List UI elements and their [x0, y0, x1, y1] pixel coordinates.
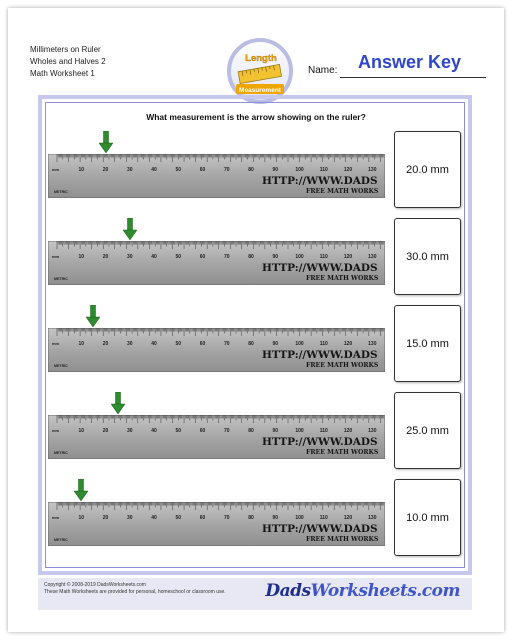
ruler-tick-label: 90	[272, 254, 279, 260]
problem-row	[48, 392, 464, 472]
answer-value: 20.0 mm	[406, 164, 449, 176]
ruler-tick-label: 80	[248, 428, 254, 434]
name-label: Name:	[308, 65, 338, 76]
answer-box	[394, 392, 461, 469]
down-arrow-icon	[74, 479, 88, 501]
ruler-tick-label: 20	[102, 341, 109, 347]
ruler-tick-label: 80	[248, 341, 254, 347]
ruler-tagline: FREE MATH WORKS	[306, 188, 379, 195]
ruler-tick-label: 100	[295, 515, 304, 521]
ruler-tick-label: 80	[248, 167, 254, 173]
answer-box	[394, 131, 461, 208]
ruler-tick-label: 130	[368, 167, 377, 173]
ruler-url-text: HTTP://WWW.DADS	[262, 349, 378, 361]
metric-ruler	[48, 502, 385, 546]
metric-ruler	[48, 241, 385, 285]
ruler-tick-label: 90	[272, 428, 279, 434]
ruler-tick-label: 30	[126, 428, 133, 434]
answer-box	[394, 218, 461, 295]
ruler-tick-label: 130	[368, 515, 377, 521]
ruler-tick-label: 60	[199, 341, 206, 347]
answer-box	[394, 305, 461, 382]
ruler-scale-label: METRIC	[54, 451, 68, 455]
ruler-tick-label: 120	[343, 341, 353, 347]
problem-row	[48, 479, 464, 559]
ruler-unit-label: mm	[52, 167, 60, 172]
ruler-tick-label: 30	[126, 341, 133, 347]
ruler-tick-label: 50	[175, 167, 182, 173]
ruler-tick-label: 90	[272, 515, 279, 521]
ruler-tick-label: 120	[343, 167, 353, 173]
ruler-tick-label: 10	[78, 341, 85, 347]
ruler-tick-label: 60	[199, 428, 206, 434]
ruler-tick-label: 120	[343, 515, 353, 521]
ruler-tick-label: 120	[343, 254, 353, 260]
ruler-tick-label: 80	[248, 515, 254, 521]
ruler-scale-label: METRIC	[54, 277, 68, 281]
ruler-tick-label: 100	[295, 254, 304, 260]
answer-key-label: Answer Key	[358, 52, 462, 72]
ruler-scale-label: METRIC	[54, 538, 68, 542]
ruler-tick-label: 90	[272, 341, 279, 347]
question-text: What measurement is the arrow showing on the ruler?	[146, 112, 366, 122]
ruler-tick-label: 40	[151, 167, 157, 173]
ruler-tagline: FREE MATH WORKS	[306, 449, 379, 456]
ruler-tagline: FREE MATH WORKS	[306, 362, 379, 369]
ruler-unit-label: mm	[52, 428, 60, 433]
ruler-tick-label: 70	[224, 428, 230, 434]
ruler-tick-label: 10	[78, 254, 85, 260]
ruler-url-text: HTTP://WWW.DADS	[262, 436, 378, 448]
ruler-tick-label: 30	[126, 515, 133, 521]
ruler-tick-label: 20	[102, 254, 109, 260]
ruler-tick-label: 10	[78, 167, 85, 173]
ruler-tick-label: 20	[102, 428, 109, 434]
answer-value: 10.0 mm	[406, 512, 449, 524]
name-line	[340, 77, 486, 78]
ruler-tick-label: 70	[224, 515, 230, 521]
footer	[38, 578, 472, 610]
ruler-tick-label: 40	[151, 341, 157, 347]
brand-part-1: Dads	[265, 581, 311, 601]
ruler-tick-label: 20	[102, 167, 109, 173]
ruler-tick-label: 50	[175, 341, 182, 347]
ruler-tick-label: 10	[78, 515, 85, 521]
ruler-tagline: FREE MATH WORKS	[306, 536, 379, 543]
metric-ruler	[48, 154, 385, 198]
ruler-tick-label: 110	[319, 428, 328, 434]
ruler-tick-label: 10	[78, 428, 85, 434]
ruler-tick-label: 50	[175, 254, 182, 260]
ruler-tick-label: 130	[368, 341, 377, 347]
down-arrow-icon	[99, 131, 113, 153]
metric-ruler	[48, 328, 385, 372]
ruler-tick-label: 30	[126, 254, 133, 260]
ruler-tick-label: 90	[272, 167, 279, 173]
ruler-tick-label: 40	[151, 515, 157, 521]
ruler-tick-label: 70	[224, 254, 230, 260]
ruler-scale-label: METRIC	[54, 190, 68, 194]
footer-copyright-block	[44, 582, 226, 596]
answer-value: 25.0 mm	[406, 425, 449, 437]
down-arrow-icon	[111, 392, 125, 414]
ruler-tick-label: 100	[295, 167, 304, 173]
name-field	[308, 52, 486, 79]
ruler-tick-label: 50	[175, 515, 182, 521]
ruler-tick-label: 60	[199, 515, 206, 521]
ruler-unit-label: mm	[52, 341, 60, 346]
ruler-unit-label: mm	[52, 515, 60, 520]
ruler-tick-label: 110	[319, 341, 328, 347]
usage-notice: These Math Worksheets are provided for personal, homeschool or classroom use.	[44, 589, 226, 595]
ruler-unit-label: mm	[52, 254, 60, 259]
logo-text-measurement: Measurement	[239, 87, 281, 94]
down-arrow-icon	[86, 305, 100, 327]
copyright-text: Copyright © 2008-2019 DadsWorksheets.com	[44, 582, 146, 588]
ruler-tick-label: 30	[126, 167, 133, 173]
ruler-tick-label: 130	[368, 428, 377, 434]
ruler-tick-label: 130	[368, 254, 377, 260]
ruler-tick-label: 120	[343, 428, 353, 434]
ruler-tick-label: 20	[102, 515, 109, 521]
ruler-tick-label: 110	[319, 254, 328, 260]
ruler-tick-label: 60	[199, 167, 206, 173]
problem-row	[48, 131, 464, 211]
ruler-tick-label: 100	[295, 428, 304, 434]
brand-part-2: Worksheets.com	[310, 581, 460, 601]
ruler-tick-label: 40	[151, 428, 157, 434]
ruler-tick-label: 70	[224, 167, 230, 173]
ruler-url-text: HTTP://WWW.DADS	[262, 523, 378, 535]
ruler-url-text: HTTP://WWW.DADS	[262, 262, 378, 274]
problem-row	[48, 218, 464, 298]
title-line-2: Wholes and Halves 2	[30, 57, 106, 66]
ruler-tick-label: 50	[175, 428, 182, 434]
ruler-tick-label: 80	[248, 254, 254, 260]
down-arrow-icon	[123, 218, 137, 240]
ruler-tick-label: 40	[151, 254, 157, 260]
ruler-url-text: HTTP://WWW.DADS	[262, 175, 378, 187]
logo-text-length: Length	[245, 53, 277, 64]
ruler-tick-label: 100	[295, 341, 304, 347]
ruler-scale-label: METRIC	[54, 364, 68, 368]
title-line-3: Math Worksheet 1	[30, 69, 95, 78]
answer-value: 30.0 mm	[406, 251, 449, 263]
ruler-tick-label: 70	[224, 341, 230, 347]
title-line-1: Millimeters on Ruler	[30, 45, 101, 54]
problem-row	[48, 305, 464, 385]
ruler-tick-label: 60	[199, 254, 206, 260]
ruler-tagline: FREE MATH WORKS	[306, 275, 379, 282]
ruler-tick-label: 110	[319, 515, 328, 521]
answer-box	[394, 479, 461, 556]
ruler-tick-label: 110	[319, 167, 328, 173]
brand-logo	[265, 581, 460, 601]
metric-ruler	[48, 415, 385, 459]
answer-value: 15.0 mm	[406, 338, 449, 350]
worksheet-title	[30, 44, 106, 80]
